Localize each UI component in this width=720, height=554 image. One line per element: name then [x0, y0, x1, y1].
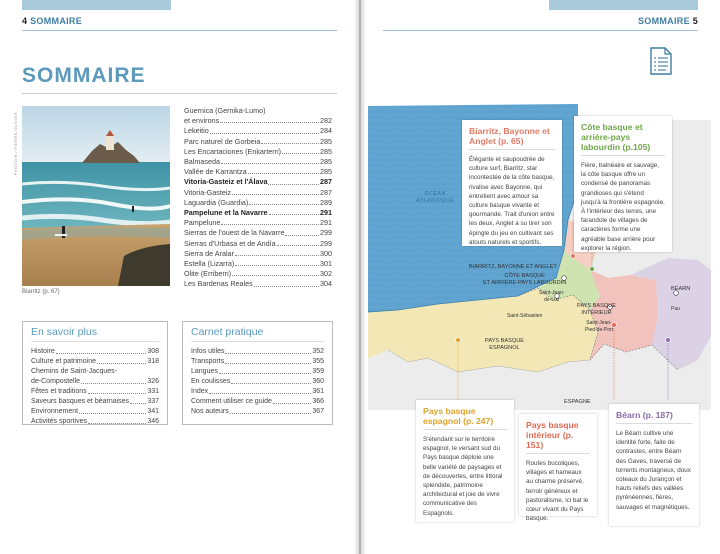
toc-entry-page: 284 — [320, 126, 332, 136]
toc-entry[interactable] — [184, 177, 332, 187]
callout-pays-basque-interieur — [519, 414, 597, 523]
toc-entry[interactable] — [184, 249, 332, 259]
toc-entry[interactable] — [184, 239, 332, 249]
toc-entry-page: 285 — [320, 167, 332, 177]
toc-entry-label: Sierras d'Urbasa et de Andía — [184, 238, 276, 248]
toc-leader-dots — [231, 377, 311, 384]
toc-entry-page: 367 — [312, 408, 324, 415]
toc-entry[interactable] — [31, 407, 159, 417]
toc-entry-label: Comment utiliser ce guide — [191, 398, 272, 405]
toc-list — [184, 106, 332, 290]
toc-entry[interactable] — [31, 357, 159, 367]
toc-leader-dots — [232, 188, 319, 195]
toc-entry-page: 346 — [147, 418, 159, 425]
toc-leader-dots — [273, 397, 311, 404]
toc-entry-label: Culture et patrimoine — [31, 358, 96, 365]
toc-entry[interactable] — [31, 347, 159, 357]
carnet-pratique-title: Carnet pratique — [191, 326, 324, 342]
toc-entry-label: Environnement — [31, 408, 79, 415]
label-saint-jean-de-luz: Saint-Jean- de-Luz — [539, 290, 565, 303]
toc-entry[interactable] — [191, 347, 324, 357]
title-rule — [22, 93, 337, 94]
label-biarritz: BIARRITZ, BAYONNE ET ANGLET — [469, 264, 557, 270]
toc-entry[interactable] — [184, 269, 332, 279]
label-saint-sebastien: Saint-Sébastien — [507, 313, 543, 319]
toc-entry[interactable] — [184, 218, 332, 228]
toc-entry-label: Laguardia (Guardia) — [184, 197, 249, 207]
toc-entry-page: 291 — [320, 218, 332, 228]
toc-entry-page: 302 — [320, 269, 332, 279]
toc-entry-page: 341 — [147, 408, 159, 415]
toc-entry-label: Chemins de Saint-Jacques- — [31, 368, 117, 375]
header-label: SOMMAIRE — [637, 16, 690, 26]
callout-title: Biarritz, Bayonne et Anglet (p. 65) — [469, 126, 555, 150]
toc-leader-dots — [268, 177, 319, 184]
toc-entry[interactable] — [184, 147, 332, 157]
toc-entry-page: 308 — [147, 348, 159, 355]
toc-entry[interactable] — [31, 417, 159, 427]
callout-bearn — [609, 404, 699, 526]
carnet-pratique-box — [182, 321, 333, 425]
toc-entry-label: et environs — [184, 116, 220, 126]
header-bar — [549, 0, 698, 10]
toc-entry[interactable] — [184, 106, 332, 116]
toc-leader-dots — [249, 198, 319, 205]
toc-entry[interactable] — [31, 387, 159, 397]
toc-entry[interactable] — [191, 387, 324, 397]
callout-text: Élégante et saupoudrée de culture surf, Biarritz, star incontestée de la côte basque, rivalise avec Bayonne, qui entretient avec amour sa culture basque vivante et gourmande. Trait d'union entre les deux, Anglet a su tirer son épingle du jeu en cultivant ses atouts naturels et sportifs. — [469, 156, 555, 246]
toc-entry[interactable] — [184, 167, 332, 177]
toc-entry-page: 282 — [320, 116, 332, 126]
toc-leader-dots — [261, 137, 319, 144]
toc-leader-dots — [285, 228, 319, 235]
toc-leader-dots — [225, 357, 311, 364]
toc-entry-page: 285 — [320, 136, 332, 146]
toc-leader-dots — [88, 387, 147, 394]
page-number: 5 — [692, 16, 698, 26]
header-rule — [22, 30, 337, 31]
toc-leader-dots — [220, 116, 319, 123]
toc-leader-dots — [225, 347, 311, 354]
toc-entry-page: 361 — [312, 388, 324, 395]
carnet-pratique-list — [191, 347, 324, 417]
toc-entry[interactable] — [191, 407, 324, 417]
toc-entry[interactable] — [31, 377, 159, 387]
photo-caption: Biarritz (p. 67) — [22, 289, 60, 295]
toc-leader-dots — [221, 218, 319, 225]
label-cote-basque: CÔTE BASQUE ET ARRIÈRE-PAYS LABOURDIN — [483, 273, 567, 286]
toc-leader-dots — [254, 279, 319, 286]
toc-entry-label: Vallée de Karrantza — [184, 167, 247, 177]
callout-text: Le Béarn cultive une identité forte, faite de contrastes, entre Béarn des Gaves, traversé de torrents montagneux, doux coteaux du Jurançon et hauts reliefs des vallées pyrénéennes, fières, sauvages et magnétiques. — [616, 430, 691, 511]
toc-leader-dots — [130, 397, 146, 404]
toc-entry-label: Histoire — [31, 348, 55, 355]
toc-entry-page: 318 — [147, 358, 159, 365]
callout-pays-basque-espagnol — [416, 400, 514, 522]
toc-leader-dots — [79, 407, 146, 414]
toc-leader-dots — [235, 259, 319, 266]
toc-entry-label: Olite (Erriberri) — [184, 269, 232, 279]
toc-entry-label: Infos utiles — [191, 348, 225, 355]
toc-entry-page: 304 — [320, 279, 332, 289]
toc-leader-dots — [248, 167, 319, 174]
toc-entry-page: 287 — [320, 177, 332, 187]
toc-entry-label: Vitoria-Gasteiz — [184, 187, 232, 197]
en-savoir-plus-list — [31, 347, 159, 427]
label-ocean: OCÉAN ATLANTIQUE — [416, 191, 455, 204]
toc-entry-page: 359 — [312, 368, 324, 375]
toc-entry-page: 285 — [320, 146, 332, 156]
toc-leader-dots — [209, 387, 311, 394]
right-page — [361, 0, 720, 554]
toc-entry-page: 299 — [320, 238, 332, 248]
page-header — [22, 16, 82, 26]
toc-entry-page: 360 — [312, 378, 324, 385]
toc-entry-page: 300 — [320, 248, 332, 258]
left-page — [0, 0, 359, 554]
toc-entry-page: 366 — [312, 398, 324, 405]
toc-entry[interactable] — [184, 188, 332, 198]
label-saint-jean-pied-de-port: Saint-Jean- Pied-de-Port — [585, 320, 614, 333]
callout-title: Côte basque et arrière-pays labourdin (p.105) — [581, 122, 665, 156]
toc-entry-label: Parc naturel de Gorbeia — [184, 136, 261, 146]
label-pau: Pau — [671, 306, 680, 312]
toc-entry-label: Pampelune et la Navarre — [184, 208, 268, 218]
toc-entry[interactable] — [184, 126, 332, 136]
toc-entry-label: Sierras de l'ouest de la Navarre — [184, 228, 285, 238]
document-icon — [649, 46, 673, 76]
toc-entry-label: Les Bardenas Reales — [184, 279, 253, 289]
en-savoir-plus-box — [22, 321, 168, 425]
toc-entry[interactable] — [31, 367, 159, 377]
toc-entry-label: En coulisses — [191, 378, 231, 385]
label-bearn: BÉARN — [671, 286, 691, 292]
toc-entry[interactable] — [184, 228, 332, 238]
toc-entry-page: 299 — [320, 228, 332, 238]
toc-entry[interactable] — [184, 157, 332, 167]
toc-leader-dots — [282, 147, 319, 154]
toc-entry-page: 331 — [147, 388, 159, 395]
toc-entry-page: 285 — [320, 157, 332, 167]
toc-entry-label: de-Compostelle — [31, 378, 81, 385]
toc-entry[interactable] — [184, 259, 332, 269]
toc-entry-label: Les Encartaciones (Enkarterri) — [184, 146, 282, 156]
toc-leader-dots — [97, 357, 146, 364]
callout-text: S'étendant sur le territoire espagnol, le versant sud du Pays basque déploie une belle variété de paysages et de découvertes, entre littoral splendide, patrimoine architectural et joie de vivre communicative des Espagnols. — [423, 436, 503, 517]
toc-leader-dots — [235, 249, 319, 256]
callout-title: Pays basque espagnol (p. 247) — [423, 406, 507, 430]
toc-entry-label: Index — [191, 388, 209, 395]
toc-entry[interactable] — [191, 367, 324, 377]
header-bar — [22, 0, 171, 10]
toc-leader-dots — [221, 157, 319, 164]
toc-entry-label: Lekeitio — [184, 126, 209, 136]
toc-leader-dots — [230, 407, 312, 414]
toc-entry-page: 291 — [320, 208, 332, 218]
toc-entry-label: Guernica (Gernika-Lumo) — [184, 106, 266, 115]
callout-text: Fière, balnéaire et sauvage, la côte basque offre un condensé de panoramas grandioses qui s'étend jusqu'à la frontière espagnole. À l'intérieur des terres, une farandole de villages de caractères forme une agréable base arrière pour explorer la région. — [581, 162, 665, 252]
toc-entry[interactable] — [191, 397, 324, 407]
toc-entry-label: Activités sportives — [31, 418, 88, 425]
callout-title: Béarn (p. 187) — [616, 410, 692, 424]
toc-entry-page: 287 — [320, 187, 332, 197]
toc-leader-dots — [88, 417, 146, 424]
toc-entry[interactable] — [191, 357, 324, 367]
toc-entry-page: 355 — [312, 358, 324, 365]
toc-entry[interactable] — [191, 377, 324, 387]
toc-entry[interactable] — [31, 397, 159, 407]
en-savoir-plus-title: En savoir plus — [31, 326, 159, 342]
toc-entry-label: Pampelune — [184, 218, 221, 228]
toc-entry-page: 301 — [320, 259, 332, 269]
callout-title: Pays basque intérieur (p. 151) — [526, 420, 590, 454]
toc-entry[interactable] — [184, 208, 332, 218]
toc-leader-dots — [81, 377, 146, 384]
toc-leader-dots — [219, 367, 311, 374]
page-gutter — [354, 0, 366, 554]
toc-entry[interactable] — [184, 137, 332, 147]
callout-text: Routes bucoliques, villages et hameaux au charme préservé, terroir généreux et pastoralisme, ici bat le cœur vivant du Pays basque. — [526, 460, 589, 523]
toc-leader-dots — [269, 208, 320, 215]
label-espagne: ESPAGNE — [564, 399, 591, 405]
toc-entry-label: Langues — [191, 368, 218, 375]
toc-leader-dots — [232, 269, 319, 276]
label-pays-basque-interieur: PAYS BASQUE INTÉRIEUR — [577, 303, 616, 316]
callout-biarritz — [462, 120, 562, 246]
toc-entry-label: Sierra de Aralar — [184, 248, 234, 258]
toc-entry-label: Nos auteurs — [191, 408, 229, 415]
toc-entry-label: Balmaseda — [184, 157, 220, 167]
toc-entry-label: Vitoria-Gasteiz et l'Álava — [184, 177, 268, 187]
toc-leader-dots — [56, 347, 147, 354]
label-pays-basque-espagnol: PAYS BASQUE ESPAGNOL — [485, 338, 524, 351]
callout-cote-basque — [574, 116, 672, 252]
toc-leader-dots — [210, 126, 319, 133]
page-title: SOMMAIRE — [22, 64, 146, 87]
photo-biarritz — [22, 106, 170, 286]
toc-leader-dots — [277, 239, 319, 246]
toc-entry[interactable] — [184, 279, 332, 289]
page-number: 4 — [22, 16, 28, 26]
toc-entry[interactable] — [184, 198, 332, 208]
toc-entry-page: 289 — [320, 197, 332, 207]
header-label: SOMMAIRE — [30, 16, 83, 26]
toc-entry-label: Transports — [191, 358, 225, 365]
photo-credit: PHOVOIR / PIERRE-OLIVIER — [13, 112, 18, 176]
toc-entry-page: 337 — [147, 398, 159, 405]
toc-entry[interactable] — [184, 116, 332, 126]
page-header — [638, 16, 698, 26]
toc-entry-page: 352 — [312, 348, 324, 355]
toc-entry-label: Fêtes et traditions — [31, 388, 87, 395]
toc-entry-page: 326 — [147, 378, 159, 385]
toc-entry-label: Saveurs basques et béarnaises — [31, 398, 130, 405]
toc-entry-label: Estella (Lizarra) — [184, 259, 235, 269]
header-rule — [383, 30, 698, 31]
